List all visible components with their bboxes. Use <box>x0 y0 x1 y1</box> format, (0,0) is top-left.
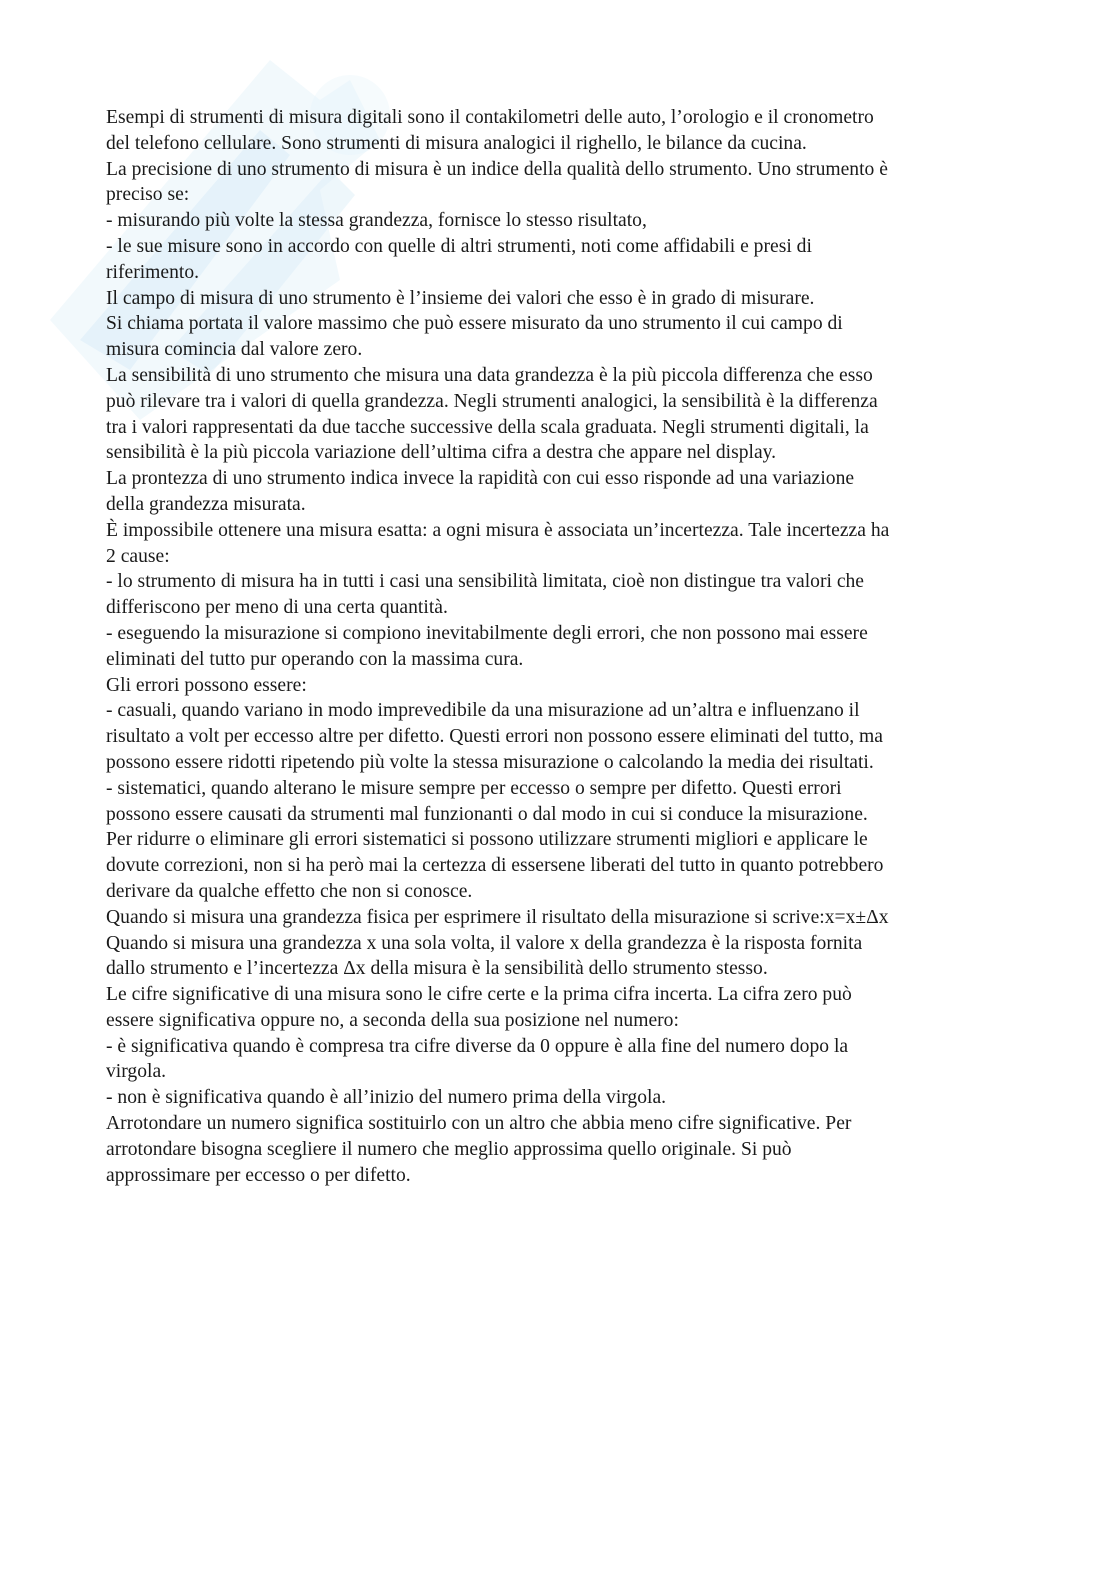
text-line: Quando si misura una grandezza x una sola volta, il valore x della grandezza è la risposta fornita <box>106 932 863 954</box>
text-line: Esempi di strumenti di misura digitali sono il contakilometri delle auto, l’orologio e il cronometro <box>106 107 874 128</box>
text-line: derivare da qualche effetto che non si conosce. <box>106 880 473 902</box>
text-line: possono essere causati da strumenti mal funzionanti o dal modo in cui si conduce la misurazione. <box>106 803 868 825</box>
text-line: Le cifre significative di una misura sono le cifre certe e la prima cifra incerta. La cifra zero può <box>106 984 852 1006</box>
text-line: dovute correzioni, non si ha però mai la certezza di essersene liberati del tutto in quanto potrebbero <box>106 855 884 877</box>
text-line: differiscono per meno di una certa quantità. <box>106 597 448 619</box>
text-line: risultato a volt per eccesso altre per difetto. Questi errori non possono essere eliminati del tutto, ma <box>106 726 883 748</box>
text-line: Si chiama portata il valore massimo che può essere misurato da uno strumento il cui campo di <box>106 313 843 335</box>
text-line: preciso se: <box>106 184 190 206</box>
text-line: Il campo di misura di uno strumento è l’insieme dei valori che esso è in grado di misurare. <box>106 287 815 309</box>
text-line: approssimare per eccesso o per difetto. <box>106 1164 411 1186</box>
text-line: - lo strumento di misura ha in tutti i casi una sensibilità limitata, cioè non distingue tra valori che <box>106 571 865 593</box>
text-line: Arrotondare un numero significa sostituirlo con un altro che abbia meno cifre significative. Per <box>106 1113 852 1135</box>
text-line: virgola. <box>106 1061 167 1083</box>
text-line: sensibilità è la più piccola variazione dell’ultima cifra a destra che appare nel display. <box>106 442 777 464</box>
text-line: Per ridurre o eliminare gli errori sistematici si possono utilizzare strumenti migliori e applicare le <box>106 829 868 851</box>
text-line: - casuali, quando variano in modo imprevedibile da una misurazione ad un’altra e influenzano il <box>106 700 860 722</box>
text-line: La prontezza di uno strumento indica invece la rapidità con cui esso risponde ad una variazione <box>106 468 855 490</box>
text-line: La sensibilità di uno strumento che misura una data grandezza è la più piccola differenza che esso <box>106 364 873 386</box>
text-line: possono essere ridotti ripetendo più volte la stessa misurazione o calcolando la media dei risultati. <box>106 751 874 773</box>
text-line: dallo strumento e l’incertezza Δx della misura è la sensibilità dello strumento stesso. <box>106 958 768 980</box>
text-line: arrotondare bisogna scegliere il numero che meglio approssima quello originale. Si può <box>106 1138 792 1160</box>
text-line: misura comincia dal valore zero. <box>106 339 363 361</box>
text-line: essere significativa oppure no, a seconda della sua posizione nel numero: <box>106 1009 679 1031</box>
text-line: - eseguendo la misurazione si compiono inevitabilmente degli errori, che non possono mai essere <box>106 622 868 644</box>
text-line: - misurando più volte la stessa grandezza, fornisce lo stesso risultato, <box>106 210 647 232</box>
text-line: può rilevare tra i valori di quella grandezza. Negli strumenti analogici, la sensibilità è la differenza <box>106 390 878 412</box>
text-line: Quando si misura una grandezza fisica per esprimere il risultato della misurazione si scrive:x=x±Δx <box>106 906 889 928</box>
text-line: tra i valori rappresentati da due tacche successive della scala graduata. Negli strumenti digitali, la <box>106 416 869 438</box>
text-line: riferimento. <box>106 261 200 283</box>
text-line: - è significativa quando è compresa tra cifre diverse da 0 oppure è alla fine del numero dopo la <box>106 1035 849 1057</box>
text-line: - sistematici, quando alterano le misure sempre per eccesso o sempre per difetto. Questi errori <box>106 777 842 799</box>
text-line: della grandezza misurata. <box>106 493 306 515</box>
text-line: La precisione di uno strumento di misura è un indice della qualità dello strumento. Uno strumento è <box>106 158 888 180</box>
text-line: del telefono cellulare. Sono strumenti di misura analogici il righello, le bilance da cucina. <box>106 132 807 154</box>
text-line: - non è significativa quando è all’inizio del numero prima della virgola. <box>106 1087 667 1109</box>
text-line: - le sue misure sono in accordo con quelle di altri strumenti, noti come affidabili e presi di <box>106 235 812 257</box>
text-line: Gli errori possono essere: <box>106 674 307 696</box>
text-line: eliminati del tutto pur operando con la massima cura. <box>106 648 524 670</box>
text-line: È impossibile ottenere una misura esatta: a ogni misura è associata un’incertezza. Tale incertezza ha <box>106 519 890 541</box>
body-text <box>106 105 1006 1188</box>
text-line: 2 cause: <box>106 545 170 567</box>
